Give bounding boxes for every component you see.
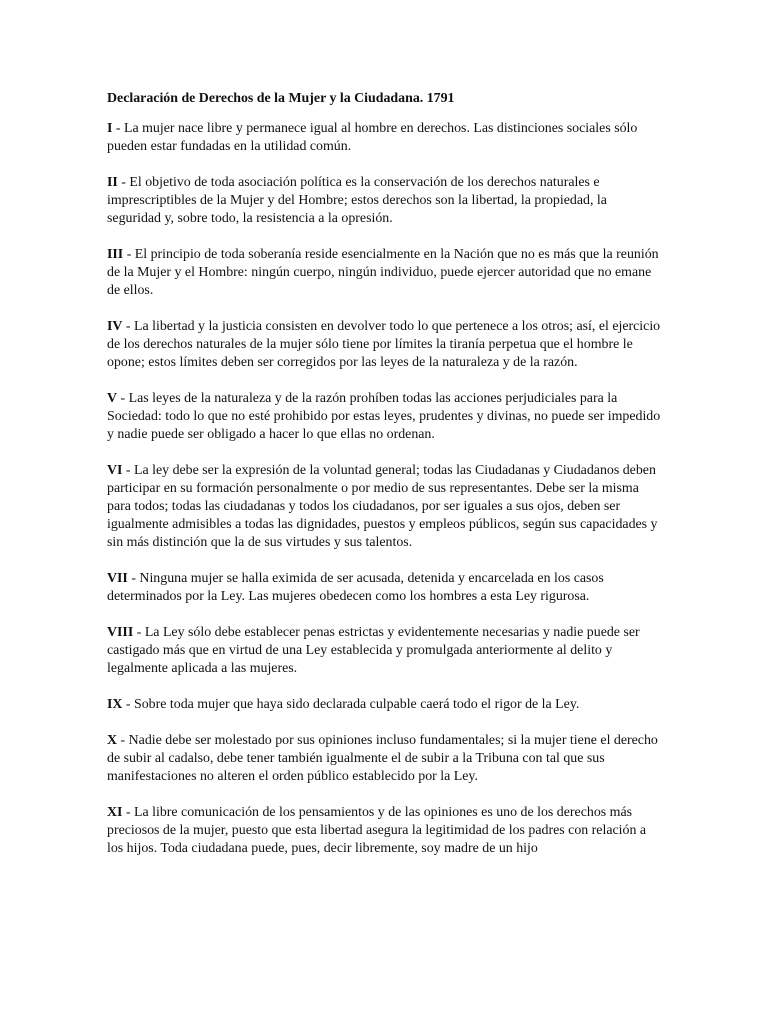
article-text: - La libre comunicación de los pensamientos y de las opiniones es uno de los derechos más preciosos de la mujer, puesto que esta libertad asegura la legitimidad de los padres con relación a los hijos. Toda ciudadana puede, pues, decir libremente, soy madre de un hijo [107, 805, 647, 856]
document-page [107, 90, 662, 876]
article-number: VIII [107, 625, 134, 640]
article-3 [107, 246, 662, 300]
article-number: X [107, 733, 118, 748]
article-text: - La Ley sólo debe establecer penas estrictas y evidentemente necesarias y nadie puede ser castigado más que en virtud de una Ley establecida y promulgada anteriormente al delito y legalmente aplicada a las mujeres. [107, 625, 640, 676]
article-text: - La mujer nace libre y permanece igual al hombre en derechos. Las distinciones sociales sólo pueden estar fundadas en la utilidad común. [107, 121, 638, 154]
article-10 [107, 732, 662, 786]
article-1 [107, 120, 662, 156]
article-5 [107, 390, 662, 444]
article-text: - El objetivo de toda asociación política es la conservación de los derechos naturales e imprescriptibles de la Mujer y del Hombre; estos derechos son la libertad, la propiedad, la seguridad y, sobre todo, la resistencia a la opresión. [107, 175, 607, 226]
article-number: I [107, 121, 113, 136]
article-2 [107, 174, 662, 228]
article-text: - Sobre toda mujer que haya sido declarada culpable caerá todo el rigor de la Ley. [122, 697, 580, 712]
article-number: II [107, 175, 118, 190]
article-11 [107, 804, 662, 858]
article-6 [107, 462, 662, 552]
article-4 [107, 318, 662, 372]
article-number: III [107, 247, 124, 262]
article-number: IV [107, 319, 123, 334]
article-number: VII [107, 571, 128, 586]
article-7 [107, 570, 662, 606]
article-text: - Las leyes de la naturaleza y de la razón prohíben todas las acciones perjudiciales para la Sociedad: todo lo que no esté prohibido por estas leyes, prudentes y divinas, no puede ser impedido y nadie puede ser obligado a hacer lo que ellas no ordenan. [107, 391, 661, 442]
article-text: - La libertad y la justicia consisten en devolver todo lo que pertenece a los otros; así, el ejercicio de los derechos naturales de la mujer sólo tiene por límites la tiranía perpetua que el hombre le opone; estos límites deben ser corregidos por las leyes de la naturaleza y de la razón. [107, 319, 661, 370]
article-number: IX [107, 697, 123, 712]
article-8 [107, 624, 662, 678]
article-number: VI [107, 463, 123, 478]
article-text: - La ley debe ser la expresión de la voluntad general; todas las Ciudadanas y Ciudadanos deben participar en su formación personalmente o por medio de sus representantes. Debe ser la misma para todos; todas las ciudadanas y todos los ciudadanos, por ser iguales a sus ojos, deben ser igualmente admisibles a todas las dignidades, puestos y empleos públicos, según sus capacidades y sin más distinción que la de sus virtudes y sus talentos. [107, 463, 658, 550]
document-title: Declaración de Derechos de la Mujer y la Ciudadana. 1791 [107, 91, 455, 106]
article-text: - El principio de toda soberanía reside esencialmente en la Nación que no es más que la reunión de la Mujer y el Hombre: ningún cuerpo, ningún individuo, puede ejercer autoridad que no emane de ellos. [107, 247, 659, 298]
article-number: XI [107, 805, 123, 820]
article-text: - Ninguna mujer se halla eximida de ser acusada, detenida y encarcelada en los casos determinados por la Ley. Las mujeres obedecen como los hombres a esta Ley rigurosa. [107, 571, 604, 604]
article-9 [107, 696, 662, 714]
article-number: V [107, 391, 118, 406]
article-text: - Nadie debe ser molestado por sus opiniones incluso fundamentales; si la mujer tiene el derecho de subir al cadalso, debe tener también igualmente el de subir a la Tribuna con tal que sus manifestaciones no alteren el orden público establecido por la Ley. [107, 733, 658, 784]
